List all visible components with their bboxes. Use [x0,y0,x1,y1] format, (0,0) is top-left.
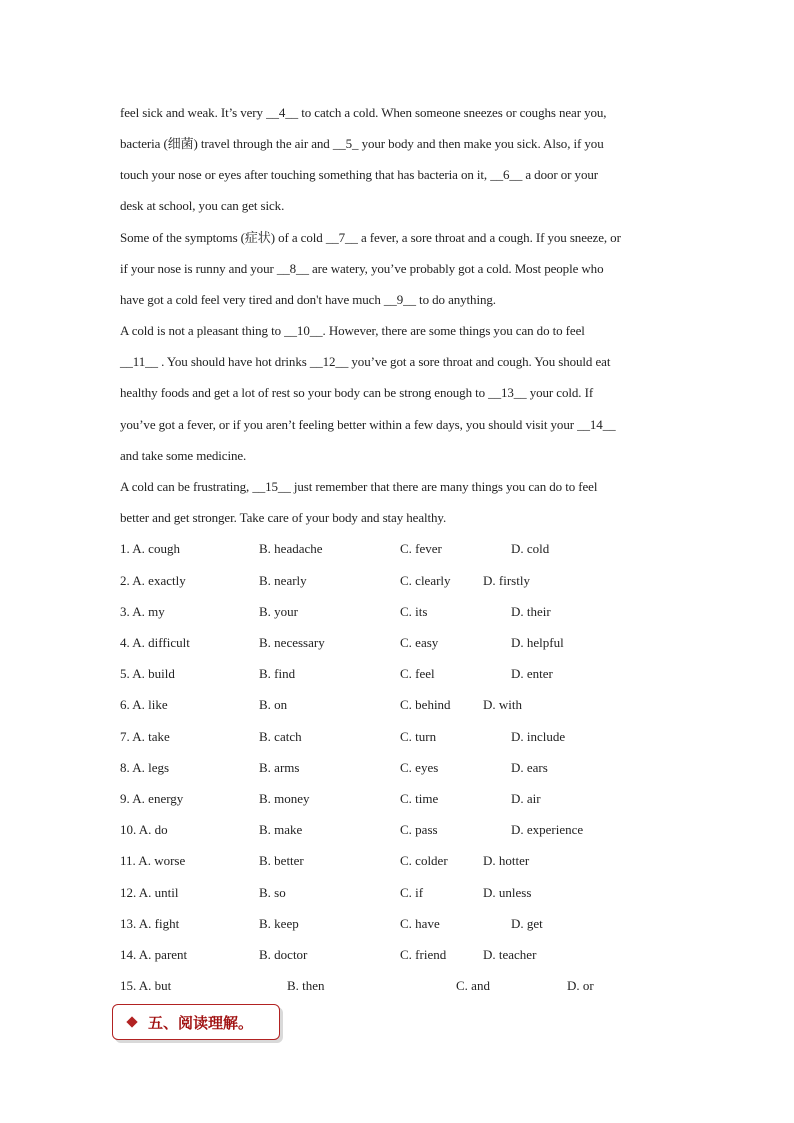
option-a: 11. A. worse [120,853,186,868]
passage-line: touch your nose or eyes after touching something that has bacteria on it, __6__ a door or your [120,167,598,182]
option-d: D. ears [511,760,548,775]
option-c: C. pass [400,822,438,837]
option-c: C. and [456,978,490,993]
question-options-row [0,541,794,557]
option-c: C. if [400,885,424,900]
option-a: 6. A. like [120,697,168,712]
option-d: D. air [511,791,541,806]
option-c: C. have [400,916,440,931]
option-d: D. teacher [483,947,537,962]
option-b: B. necessary [259,635,325,650]
passage-line: have got a cold feel very tired and don't have much __9__ to do anything. [120,292,496,307]
passage-line: if your nose is runny and your __8__ are watery, you’ve probably got a cold. Most people who [120,261,604,276]
option-d: D. or [567,978,594,993]
option-b: B. on [259,697,288,712]
question-options-row [0,916,794,932]
question-options-row [0,666,794,682]
option-d: D. with [483,697,522,712]
option-c: C. friend [400,947,447,962]
passage-line: healthy foods and get a lot of rest so your body can be strong enough to __13__ your cold. If [120,385,594,400]
option-a: 14. A. parent [120,947,188,962]
option-a: 15. A. but [120,978,172,993]
question-options-row [0,791,794,807]
option-c: C. eyes [400,760,439,775]
option-a: 9. A. energy [120,791,184,806]
option-a: 5. A. build [120,666,175,681]
option-a: 10. A. do [120,822,168,837]
option-d: D. unless [483,885,532,900]
option-c: C. colder [400,853,448,868]
passage-line: Some of the symptoms (症状) of a cold __7__ a fever, a sore throat and a cough. If you sneeze, or [120,230,621,245]
option-a: 4. A. difficult [120,635,190,650]
passage-line: desk at school, you can get sick. [120,198,285,213]
passage-line: you’ve got a fever, or if you aren’t feeling better within a few days, you should visit your __14__ [120,417,616,432]
section-header [112,1004,280,1040]
option-a: 2. A. exactly [120,573,186,588]
question-options-row [0,573,794,589]
option-c: C. feel [400,666,435,681]
passage-line: better and get stronger. Take care of your body and stay healthy. [120,510,447,525]
option-b: B. make [259,822,303,837]
option-a: 12. A. until [120,885,179,900]
option-d: D. get [511,916,543,931]
option-d: D. hotter [483,853,530,868]
option-b: B. keep [259,916,299,931]
question-options-row [0,885,794,901]
question-options-row [0,604,794,620]
option-b: B. so [259,885,286,900]
option-d: D. their [511,604,551,619]
option-b: B. your [259,604,298,619]
question-options-row [0,978,794,994]
option-c: C. behind [400,697,451,712]
option-c: C. clearly [400,573,451,588]
question-options-row [0,760,794,776]
passage-line: A cold is not a pleasant thing to __10__. However, there are some things you can do to feel [120,323,585,338]
option-d: D. experience [511,822,584,837]
option-c: C. easy [400,635,439,650]
option-b: B. catch [259,729,302,744]
question-options-row [0,853,794,869]
option-b: B. find [259,666,296,681]
passage-line: and take some medicine. [120,448,247,463]
diamond-icon [126,1016,137,1027]
option-c: C. time [400,791,439,806]
option-b: B. nearly [259,573,307,588]
passage-line: A cold can be frustrating, __15__ just remember that there are many things you can do to feel [120,479,598,494]
question-options-row [0,822,794,838]
option-c: C. its [400,604,428,619]
passage-line: __11__ . You should have hot drinks __12__ you’ve got a sore throat and cough. You should eat [120,354,611,369]
passage-line: feel sick and weak. It’s very __4__ to catch a cold. When someone sneezes or coughs near you, [120,105,607,120]
question-options-row [0,635,794,651]
option-b: B. then [287,978,325,993]
option-a: 7. A. take [120,729,170,744]
option-d: D. helpful [511,635,564,650]
passage-line: bacteria (细菌) travel through the air and __5_ your body and then make you sick. Also, if you [120,136,604,151]
option-b: B. headache [259,541,323,556]
option-c: C. turn [400,729,437,744]
option-a: 8. A. legs [120,760,170,775]
option-d: D. include [511,729,566,744]
option-d: D. cold [511,541,550,556]
section-title: 五、阅读理解。 [148,1014,254,1032]
question-options-row [0,947,794,963]
option-b: B. arms [259,760,300,775]
option-b: B. money [259,791,310,806]
option-d: D. firstly [483,573,530,588]
option-a: 1. A. cough [120,541,180,556]
option-c: C. fever [400,541,442,556]
option-a: 3. A. my [120,604,165,619]
option-d: D. enter [511,666,553,681]
question-options-row [0,697,794,713]
option-b: B. better [259,853,304,868]
option-b: B. doctor [259,947,308,962]
option-a: 13. A. fight [120,916,180,931]
question-options-row [0,729,794,745]
